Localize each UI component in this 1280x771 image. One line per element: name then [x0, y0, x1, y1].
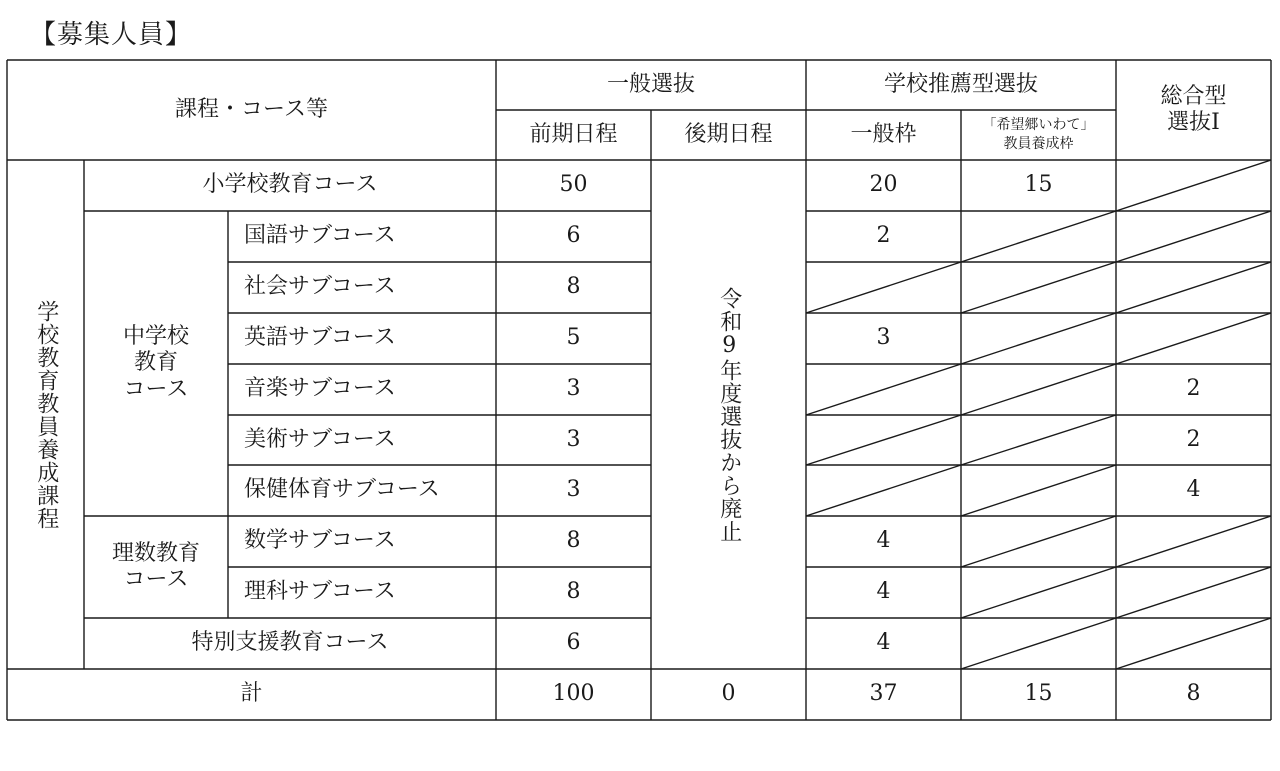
subgroup-risu-line1: 理数教育 — [111, 540, 200, 566]
course-tokubetsu: 特別支援教育コース — [191, 630, 389, 656]
subgroup-risu — [84, 516, 228, 618]
header-suisen-ippan: 一般枠 — [850, 121, 917, 147]
zenki-bijutsu: 3 — [566, 426, 581, 452]
course-sugaku: 数学サブコース — [244, 528, 396, 554]
header-course: 課程・コース等 — [175, 96, 328, 122]
suisen-shogakko: 20 — [869, 172, 898, 198]
page-title: 【募集人員】 — [30, 20, 193, 50]
total-zenki: 100 — [552, 681, 595, 707]
course-kokugo: 国語サブコース — [244, 223, 396, 249]
header-kibou-line1: 「希望郷いわて」 — [982, 117, 1095, 134]
header-kouki: 後期日程 — [684, 121, 773, 147]
kouki-note-text: 令和9年度選抜から廃止 — [716, 286, 742, 543]
zenki-shogakko: 50 — [559, 172, 588, 198]
course-shogakko: 小学校教育コース — [202, 172, 378, 198]
total-kibou: 15 — [1024, 681, 1053, 707]
suisen-sugaku: 4 — [876, 528, 891, 554]
suisen-eigo: 3 — [876, 325, 891, 351]
zenki-shakai: 8 — [566, 274, 581, 300]
header-suisen: 学校推薦型選抜 — [883, 71, 1038, 97]
total-sogo: 8 — [1186, 681, 1201, 707]
course-rika: 理科サブコース — [244, 579, 396, 605]
zenki-rika: 8 — [566, 579, 581, 605]
recruitment-table — [7, 60, 1271, 720]
header-sogo-line2: 選抜Ⅰ — [1167, 110, 1220, 135]
suisen-kokugo: 2 — [876, 223, 891, 249]
zenki-hoken: 3 — [566, 477, 581, 503]
zenki-ongaku: 3 — [566, 376, 581, 402]
header-zenki: 前期日程 — [529, 121, 618, 147]
course-ongaku: 音楽サブコース — [244, 376, 396, 402]
total-suisen-ippan: 37 — [869, 681, 898, 707]
total-label: 計 — [240, 681, 263, 707]
subgroup-chugakko — [84, 211, 228, 516]
zenki-eigo: 5 — [566, 325, 581, 351]
sogo-ongaku: 2 — [1186, 376, 1201, 402]
header-ippan: 一般選抜 — [606, 71, 695, 97]
kouki-note — [651, 160, 806, 669]
subgroup-chugakko-line1: 中学校 — [122, 323, 189, 349]
suisen-tokubetsu: 4 — [876, 630, 891, 656]
subgroup-risu-line2: コース — [123, 567, 189, 592]
header-sogo-line1: 総合型 — [1160, 83, 1227, 109]
group-label — [7, 160, 84, 669]
header-kibou-line2: 教員養成枠 — [1003, 136, 1074, 152]
subgroup-chugakko-line2: 教育 — [133, 350, 178, 376]
zenki-sugaku: 8 — [566, 528, 581, 554]
header-kibou — [961, 110, 1116, 160]
sogo-hoken: 4 — [1186, 477, 1201, 503]
sogo-bijutsu: 2 — [1186, 426, 1201, 452]
header-sogo — [1116, 60, 1271, 160]
group-label-text: 学校教育教員養成課程 — [33, 299, 59, 530]
zenki-kokugo: 6 — [566, 223, 581, 249]
total-kouki: 0 — [721, 681, 736, 707]
suisen-rika: 4 — [876, 579, 891, 605]
subgroup-chugakko-line3: コース — [123, 376, 189, 402]
course-shakai: 社会サブコース — [244, 274, 396, 300]
course-hoken: 保健体育サブコース — [244, 477, 440, 503]
zenki-tokubetsu: 6 — [566, 630, 581, 656]
course-bijutsu: 美術サブコース — [244, 426, 396, 452]
course-eigo: 英語サブコース — [244, 325, 396, 351]
kibou-shogakko: 15 — [1024, 172, 1053, 198]
